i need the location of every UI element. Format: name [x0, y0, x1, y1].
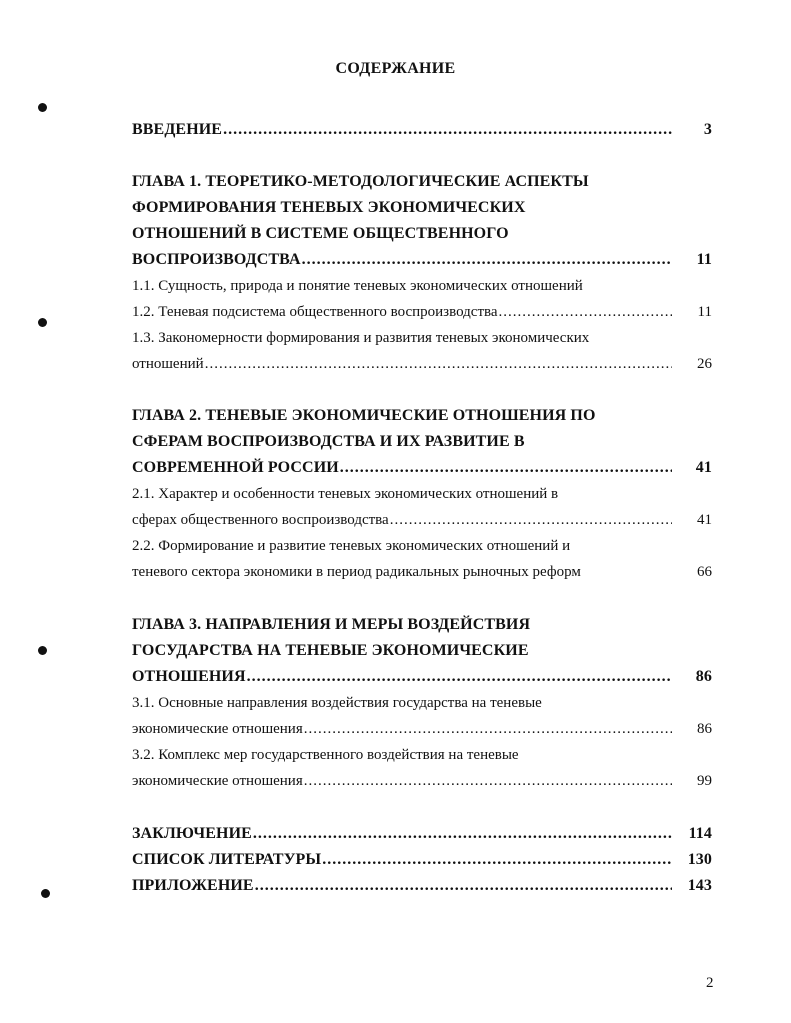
toc-entry-text: отношений: [132, 356, 204, 372]
binding-hole-mark: [38, 318, 47, 327]
dot-leader: [322, 847, 672, 873]
toc-entry-text: ВОСПРОИЗВОДСТВА: [132, 251, 301, 268]
toc-entry-section-2-2[interactable]: [132, 559, 712, 585]
toc-entry-section-2-1-line[interactable]: 2.1. Характер и особенности теневых экономических отношений в: [132, 486, 559, 502]
toc-entry-text: СПИСОК ЛИТЕРАТУРЫ: [132, 851, 322, 868]
toc-entry-section-3-1-line[interactable]: 3.1. Основные направления воздействия государства на теневые: [132, 695, 542, 711]
toc-page-number: 130: [687, 851, 712, 868]
toc-entry-section-2-1[interactable]: [132, 507, 712, 533]
dot-leader: [304, 716, 672, 742]
dot-leader: [255, 873, 672, 899]
toc-page-number: 99: [697, 773, 712, 789]
toc-page-number: 41: [697, 512, 712, 528]
toc-entry-text: ОТНОШЕНИЯ: [132, 668, 246, 685]
toc-page-number: 11: [696, 251, 712, 268]
toc-entry-section-1-1[interactable]: 1.1. Сущность, природа и понятие теневых экономических отношений: [132, 278, 583, 294]
toc-entry-text: ВВЕДЕНИЕ: [132, 121, 223, 138]
chapter-1-heading-line: ФОРМИРОВАНИЯ ТЕНЕВЫХ ЭКОНОМИЧЕСКИХ: [132, 199, 526, 216]
toc-page-number: 143: [687, 877, 712, 894]
toc-entry-chapter-1[interactable]: [132, 247, 712, 273]
chapter-2-heading-line: ГЛАВА 2. ТЕНЕВЫЕ ЭКОНОМИЧЕСКИЕ ОТНОШЕНИЯ ПО: [132, 407, 596, 424]
toc-entry-section-1-3[interactable]: [132, 351, 712, 377]
toc-entry-text: ЗАКЛЮЧЕНИЕ: [132, 825, 252, 842]
toc-entry-section-3-2-line[interactable]: 3.2. Комплекс мер государственного воздействия на теневые: [132, 747, 519, 763]
toc-entry-conclusion[interactable]: [132, 821, 712, 847]
toc-entry-text: экономические отношения: [132, 773, 303, 789]
dot-leader: [304, 768, 672, 794]
toc-entry-text: сферах общественного воспроизводства: [132, 512, 389, 528]
dot-leader: [253, 821, 672, 847]
chapter-1-heading-line: ОТНОШЕНИЙ В СИСТЕМЕ ОБЩЕСТВЕННОГО: [132, 225, 509, 242]
chapter-1-heading-line: ГЛАВА 1. ТЕОРЕТИКО-МЕТОДОЛОГИЧЕСКИЕ АСПЕКТЫ: [132, 173, 589, 190]
toc-entry-appendix[interactable]: [132, 873, 712, 899]
toc-page-number: 11: [697, 304, 712, 320]
chapter-3-heading-line: ГЛАВА 3. НАПРАВЛЕНИЯ И МЕРЫ ВОЗДЕЙСТВИЯ: [132, 616, 531, 633]
toc-page-number: 66: [697, 564, 712, 580]
page-number: 2: [706, 975, 714, 991]
toc-entry-chapter-2[interactable]: [132, 455, 712, 481]
toc-entry-text: теневого сектора экономики в период радикальных рыночных реформ: [132, 564, 581, 580]
toc-entry-section-1-3-line[interactable]: 1.3. Закономерности формирования и развития теневых экономических: [132, 330, 590, 346]
dot-leader: [302, 247, 672, 273]
toc-entry-intro[interactable]: [132, 117, 712, 143]
toc-entry-text: 1.2. Теневая подсистема общественного воспроизводства: [132, 304, 498, 320]
toc-entry-section-3-2[interactable]: [132, 768, 712, 794]
binding-hole-mark: [38, 103, 47, 112]
dot-leader: [247, 664, 672, 690]
dot-leader: [340, 455, 672, 481]
toc-page-number: 86: [695, 668, 712, 685]
toc-entry-section-2-2-line[interactable]: 2.2. Формирование и развитие теневых экономических отношений и: [132, 538, 571, 554]
dot-leader: [205, 351, 672, 377]
page-title: СОДЕРЖАНИЕ: [335, 60, 456, 77]
dot-leader: [390, 507, 672, 533]
toc-entry-chapter-3[interactable]: [132, 664, 712, 690]
toc-entry-text: экономические отношения: [132, 721, 303, 737]
toc-page-number: 86: [697, 721, 712, 737]
toc-entry-section-3-1[interactable]: [132, 716, 712, 742]
dot-leader: [223, 117, 672, 143]
toc-entry-bibliography[interactable]: [132, 847, 712, 873]
toc-page-number: 41: [695, 459, 712, 476]
chapter-3-heading-line: ГОСУДАРСТВА НА ТЕНЕВЫЕ ЭКОНОМИЧЕСКИЕ: [132, 642, 529, 659]
binding-hole-mark: [41, 889, 50, 898]
toc-entry-text: СОВРЕМЕННОЙ РОССИИ: [132, 459, 339, 476]
toc-page-number: 26: [697, 356, 712, 372]
toc-page-number: 114: [688, 825, 712, 842]
toc-entry-section-1-2[interactable]: [132, 299, 712, 325]
toc-page-number: 3: [703, 121, 712, 138]
dot-leader: [499, 299, 672, 325]
chapter-2-heading-line: СФЕРАМ ВОСПРОИЗВОДСТВА И ИХ РАЗВИТИЕ В: [132, 433, 525, 450]
toc-entry-text: ПРИЛОЖЕНИЕ: [132, 877, 254, 894]
binding-hole-mark: [38, 646, 47, 655]
